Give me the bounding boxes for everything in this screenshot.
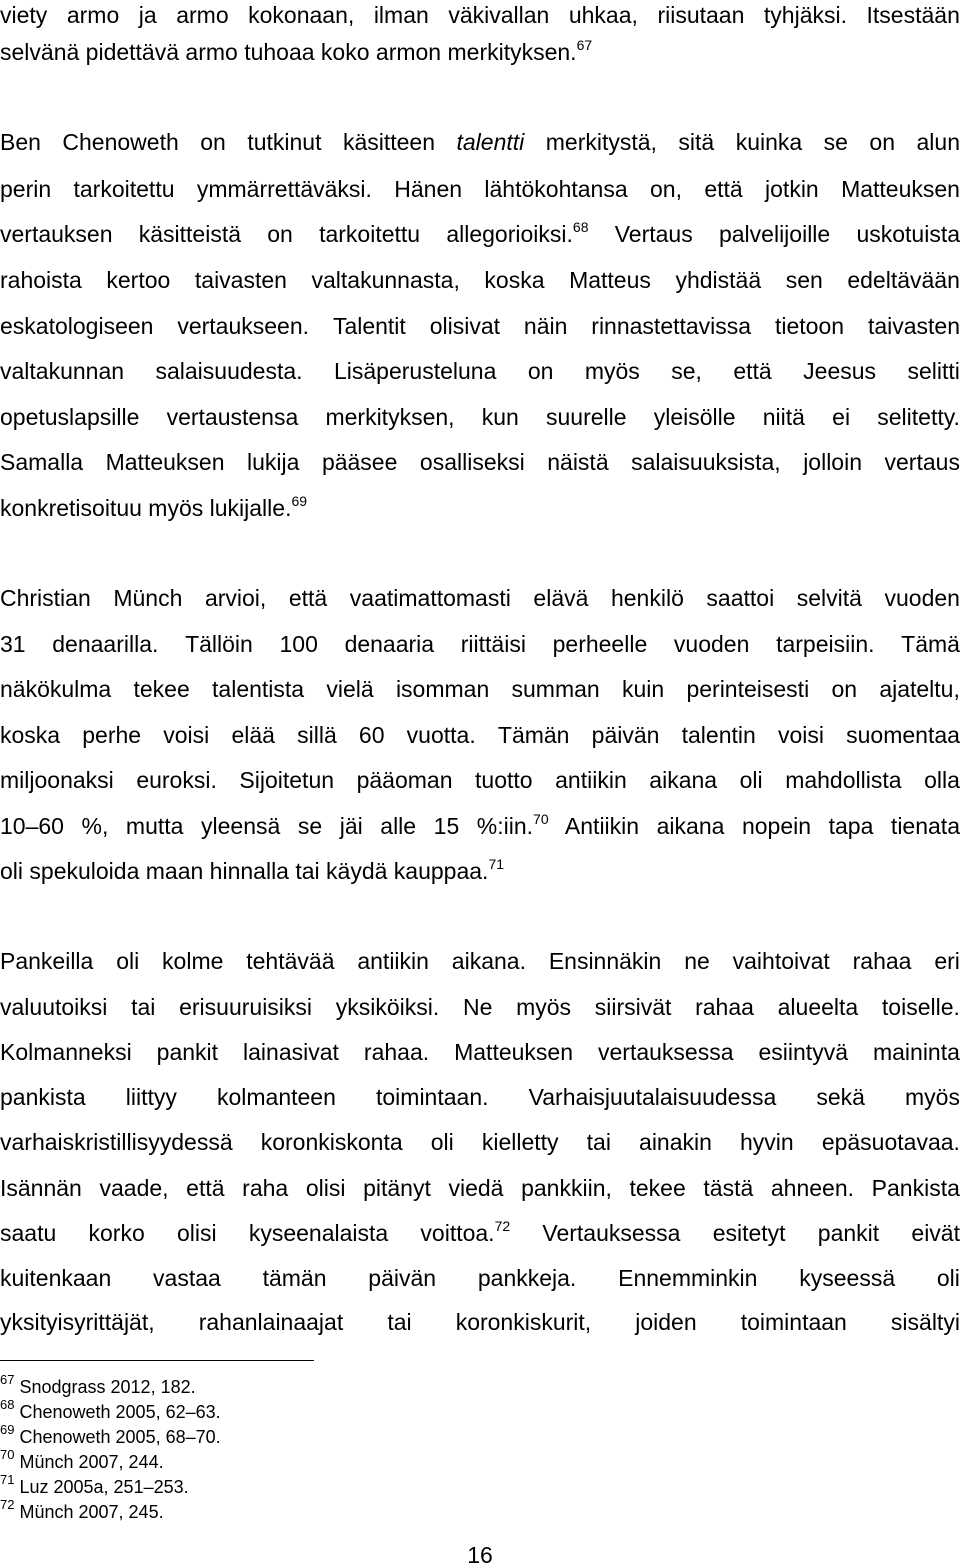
word: koska (484, 267, 545, 293)
word: jotkin (765, 176, 819, 202)
word: tekee (629, 1175, 686, 1201)
word: Matteuksen (841, 176, 960, 202)
word: salaisuudesta. (155, 358, 303, 384)
text-line (0, 720, 960, 750)
text-line (0, 1082, 960, 1112)
word: tai (387, 1309, 412, 1335)
text-line (0, 402, 960, 432)
text-line (0, 1037, 960, 1067)
text-line (0, 1263, 960, 1293)
word: olisivat (429, 313, 501, 339)
word: selitetty. (877, 404, 960, 430)
word: riisutaan (657, 2, 745, 28)
word: Ennemminkin (618, 1265, 758, 1291)
word: siirsivät (594, 994, 672, 1020)
footnote-number: 69 (0, 1422, 15, 1437)
word: salaisuuksista, (631, 449, 781, 475)
word: Christian (0, 585, 91, 611)
word: Lisäperusteluna (333, 358, 497, 384)
word: sekä (816, 1084, 865, 1110)
word: oli (936, 1265, 960, 1291)
word: saattoi (706, 585, 775, 611)
text-line (0, 311, 960, 341)
word: selvitä (796, 585, 862, 611)
word: perheelle (552, 631, 648, 657)
word: sillä (297, 722, 337, 748)
text-line (0, 856, 960, 886)
word: selitti (907, 358, 960, 384)
word: elää (231, 722, 275, 748)
text-line (0, 37, 960, 67)
word: Hänen (394, 176, 463, 202)
word: Tällöin (185, 631, 253, 657)
word: 100 (279, 631, 318, 657)
word: Ensinnäkin (548, 948, 662, 974)
footnote-number: 67 (0, 1372, 15, 1387)
word: rahoista (0, 267, 82, 293)
footnote (0, 1372, 196, 1398)
word: pääoman (356, 767, 453, 793)
text-run: saatu korko olisi kyseenalaista voittoa. (0, 1220, 495, 1246)
word: Samalla (0, 449, 84, 475)
word: aikana (649, 767, 718, 793)
word: kielletty (481, 1129, 559, 1155)
text-run: Antiikin aikana nopein tapa tienata (548, 813, 960, 839)
word: talentista (212, 676, 305, 702)
word: Varhaisjuutalaisuudessa (528, 1084, 777, 1110)
word: vertaustensa (166, 404, 299, 430)
text-line (0, 493, 960, 523)
text-line (0, 127, 960, 157)
word: viety (0, 2, 48, 28)
footnote-reference: 72 (494, 1218, 511, 1234)
text-run: Ben Chenoweth on tutkinut käsitteen (0, 129, 457, 155)
footnote-text: Münch 2007, 245. (19, 1502, 164, 1522)
word: erisuuruisiksi (179, 994, 313, 1020)
word: liittyy (125, 1084, 177, 1110)
word: ajateltu, (879, 676, 960, 702)
word: kolme (162, 948, 224, 974)
word: näistä (547, 449, 609, 475)
word: rinnastettavissa (591, 313, 752, 339)
word: Ne (462, 994, 493, 1020)
footnote-number: 71 (0, 1472, 15, 1487)
word: vaade, (99, 1175, 169, 1201)
text-run: Vertauksessa esitetyt pankit eivät (510, 1220, 960, 1246)
word: arvioi, (204, 585, 267, 611)
word: 31 (0, 631, 26, 657)
word: päivän (368, 1265, 437, 1291)
word: Tämän (497, 722, 570, 748)
word: näkökulma (0, 676, 112, 702)
word: 60 (358, 722, 385, 748)
word: hyvin (740, 1129, 794, 1155)
word: rahanlainaajat (198, 1309, 344, 1335)
word: vertaukseen. (177, 313, 310, 339)
word: ja (138, 2, 157, 28)
word: ei (832, 404, 851, 430)
word: summan (511, 676, 600, 702)
word: edeltävään (847, 267, 960, 293)
word: henkilö (610, 585, 684, 611)
word: Pankista (871, 1175, 960, 1201)
footnote-text: Chenoweth 2005, 62–63. (19, 1402, 221, 1422)
word: kolmanteen (216, 1084, 336, 1110)
word: tämän (262, 1265, 327, 1291)
word: sisältyi (890, 1309, 960, 1335)
word: ainakin (639, 1129, 712, 1155)
word: raha (242, 1175, 289, 1201)
word: talentin (681, 722, 756, 748)
word: tuotto (475, 767, 533, 793)
word: tehtävää (246, 948, 335, 974)
text-run: selvänä pidettävä armo tuhoaa koko armon merkityksen. (0, 39, 577, 65)
word: merkityksen, (325, 404, 455, 430)
word: valtakunnasta, (311, 267, 460, 293)
word: yhdistää (675, 267, 762, 293)
footnote-number: 68 (0, 1397, 15, 1412)
word: vertaus (884, 449, 960, 475)
word: uhkaa, (568, 2, 638, 28)
footnote (0, 1497, 164, 1523)
word: väkivallan (448, 2, 550, 28)
word: että (186, 1175, 225, 1201)
word: maininta (872, 1039, 960, 1065)
word: pankit (156, 1039, 219, 1065)
word: Sijoitetun (239, 767, 335, 793)
word: riittäisi (460, 631, 526, 657)
word: denaarilla. (52, 631, 159, 657)
word: jolloin (803, 449, 863, 475)
word: että (704, 176, 743, 202)
word: isomman (395, 676, 490, 702)
text-line (0, 583, 960, 613)
footnote (0, 1422, 221, 1448)
word: lähtökohtansa (484, 176, 628, 202)
word: olla (924, 767, 960, 793)
word: pääsee (321, 449, 398, 475)
word: on, (649, 176, 682, 202)
text-run: merkitystä, sitä kuinka se on alun (524, 129, 960, 155)
word: antiikin (357, 948, 429, 974)
word: vuoden (884, 585, 960, 611)
text-line (0, 265, 960, 295)
word: toiselle. (881, 994, 960, 1020)
word: varhaiskristillisyydessä (0, 1129, 233, 1155)
page-number: 16 (467, 1542, 493, 1568)
text-line (0, 1173, 960, 1203)
word: aikana. (451, 948, 526, 974)
word: ilman (373, 2, 429, 28)
word: tietoon (774, 313, 845, 339)
word: toimintaan (740, 1309, 847, 1335)
word: perinteisesti (686, 676, 810, 702)
word: Matteuksen (105, 449, 225, 475)
word: lukija (247, 449, 300, 475)
word: miljoonaksi (0, 767, 114, 793)
footnote-reference: 69 (291, 493, 308, 509)
word: vuotta. (406, 722, 476, 748)
word: oli (430, 1129, 454, 1155)
word: taivasten (867, 313, 960, 339)
text-line (0, 629, 960, 659)
word: viedä (448, 1175, 504, 1201)
word: Kolmanneksi (0, 1039, 132, 1065)
word: yksiköiksi. (335, 994, 440, 1020)
word: näin (523, 313, 568, 339)
text-line (0, 219, 960, 249)
word: vaatimattomasti (349, 585, 511, 611)
word: tästä (703, 1175, 754, 1201)
word: euroksi. (136, 767, 217, 793)
word: suurelle (546, 404, 627, 430)
word: elävä (533, 585, 589, 611)
word: lainasivat (243, 1039, 339, 1065)
word: tarpeisiin. (776, 631, 875, 657)
word: niitä (762, 404, 805, 430)
word: kuin (621, 676, 665, 702)
word: vaihtoivat (732, 948, 830, 974)
word: vastaa (153, 1265, 221, 1291)
word: vertauksessa (598, 1039, 734, 1065)
text-run: Vertaus palvelijoille uskotuista (588, 221, 960, 247)
footnote-reference: 71 (488, 856, 505, 872)
word: että (733, 358, 772, 384)
word: tekee (133, 676, 190, 702)
word: taivasten (194, 267, 287, 293)
word: kertoo (106, 267, 171, 293)
word: rahaa. (363, 1039, 430, 1065)
footnote-number: 72 (0, 1497, 15, 1512)
footnote-reference: 68 (572, 219, 589, 235)
word: tai (131, 994, 156, 1020)
word: Jeesus (803, 358, 877, 384)
word: osalliseksi (419, 449, 525, 475)
footnote-number: 70 (0, 1447, 15, 1462)
footnote-separator (0, 1360, 314, 1361)
footnote-reference: 70 (533, 811, 549, 827)
word: Münch (113, 585, 183, 611)
word: olisi (305, 1175, 346, 1201)
word: perhe (82, 722, 142, 748)
text-line (0, 1307, 960, 1337)
word: koronkiskurit, (455, 1309, 592, 1335)
word: Itsestään (866, 2, 960, 28)
word: myös (584, 358, 640, 384)
word: Matteuksen (454, 1039, 574, 1065)
word: antiikin (555, 767, 627, 793)
word: ymmärrettäväksi. (196, 176, 372, 202)
word: pankkeja. (477, 1265, 577, 1291)
text-line (0, 992, 960, 1022)
word: valuutoiksi (0, 994, 108, 1020)
word: päivän (591, 722, 660, 748)
word: Talentit (332, 313, 406, 339)
word: tai (586, 1129, 611, 1155)
word: että (288, 585, 328, 611)
word: sen (785, 267, 823, 293)
word: esiintyvä (758, 1039, 848, 1065)
word: armo (66, 2, 120, 28)
text-line (0, 811, 960, 841)
footnote (0, 1447, 164, 1473)
word: yleisölle (653, 404, 736, 430)
footnote-text: Münch 2007, 244. (19, 1452, 164, 1472)
word: alueelta (777, 994, 859, 1020)
word: yksityisyrittäjät, (0, 1309, 155, 1335)
footnote (0, 1472, 189, 1498)
word: toimintaan. (376, 1084, 489, 1110)
word: on (831, 676, 858, 702)
word: koronkiskonta (260, 1129, 403, 1155)
footnote-reference: 67 (576, 37, 593, 53)
word: tyhjäksi. (763, 2, 847, 28)
word: perin (0, 176, 52, 202)
word: pankista (0, 1084, 86, 1110)
text-line (0, 1127, 960, 1157)
word: denaaria (344, 631, 435, 657)
text-line (0, 946, 960, 976)
word: mahdollista (785, 767, 902, 793)
footnote-text: Chenoweth 2005, 68–70. (19, 1427, 221, 1447)
text-line (0, 356, 960, 386)
word: rahaa (695, 994, 754, 1020)
word: koska (0, 722, 61, 748)
word: Pankeilla (0, 948, 94, 974)
word: kokonaan, (248, 2, 355, 28)
word: pankkiin, (521, 1175, 612, 1201)
word: epäsuotavaa. (821, 1129, 960, 1155)
word: on (527, 358, 554, 384)
text-run: konkretisoituu myös lukijalle. (0, 495, 292, 521)
word: kun (481, 404, 519, 430)
word: ne (684, 948, 710, 974)
word: rahaa (852, 948, 912, 974)
italic-term: talentti (456, 129, 525, 155)
word: opetuslapsille (0, 404, 140, 430)
word: oli (116, 948, 140, 974)
word: joiden (635, 1309, 697, 1335)
text-line (0, 674, 960, 704)
word: myös (905, 1084, 960, 1110)
word: Tämä (901, 631, 960, 657)
footnote (0, 1397, 221, 1423)
word: Matteus (569, 267, 651, 293)
word: voisi (163, 722, 210, 748)
word: vuoden (673, 631, 750, 657)
word: oli (739, 767, 763, 793)
word: myös (516, 994, 572, 1020)
text-line (0, 0, 960, 30)
word: Isännän (0, 1175, 82, 1201)
text-run: oli spekuloida maan hinnalla tai käydä kauppaa. (0, 858, 489, 884)
word: ahneen. (770, 1175, 855, 1201)
word: eskatologiseen (0, 313, 154, 339)
word: suomentaa (846, 722, 960, 748)
text-line (0, 447, 960, 477)
text-run: 10–60 %, mutta yleensä se jäi alle 15 %:iin. (0, 813, 534, 839)
word: eri (934, 948, 960, 974)
footnote-text: Luz 2005a, 251–253. (19, 1477, 189, 1497)
word: se, (671, 358, 702, 384)
word: voisi (777, 722, 824, 748)
word: kuitenkaan (0, 1265, 112, 1291)
text-line (0, 1218, 960, 1248)
text-run: vertauksen käsitteistä on tarkoitettu allegorioiksi. (0, 221, 573, 247)
word: tarkoitettu (73, 176, 175, 202)
word: valtakunnan (0, 358, 125, 384)
word: kyseessä (799, 1265, 896, 1291)
text-line (0, 174, 960, 204)
footnote-text: Snodgrass 2012, 182. (19, 1377, 196, 1397)
word: vielä (326, 676, 374, 702)
word: armo (176, 2, 229, 28)
text-line (0, 765, 960, 795)
word: pitänyt (363, 1175, 431, 1201)
